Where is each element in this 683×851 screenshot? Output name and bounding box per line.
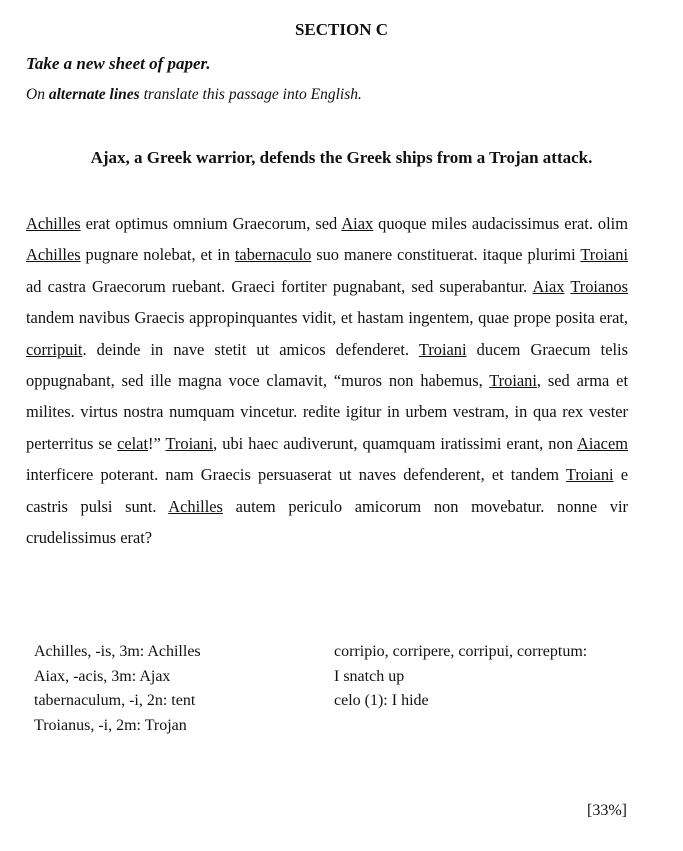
passage-text: erat optimus omnium Graecorum, sed [80,214,342,233]
glossed-word: Troiani [580,245,629,265]
glossed-word: Achilles [168,496,223,516]
glossed-word: Aiax [341,214,374,233]
vocabulary-right-column [334,640,634,714]
instruction-suffix: translate this passage into English. [139,86,362,103]
instruction-translate [26,86,362,104]
passage-text: tandem navibus Graecis appropinquantes vidit, et hastam ingentem, quae prope posita erat, [26,308,628,328]
glossed-word: Aiax [532,276,565,296]
passage-text: , ubi haec audiverunt, quamquam iratissimi erant, non [213,433,578,453]
passage-text: ducem Graecum telis oppugnabant, sed ille magna voce clamavit, “muros non habemus, [26,339,628,391]
passage-text: . deinde in nave stetit ut amicos defenderet. [82,339,419,359]
glossed-word: Troianos [570,276,628,296]
passage-text: autem periculo amicorum non movebatur. nonne vir crudelissimus erat? [26,496,628,548]
vocab-entry: tabernaculum, -i, 2n: tent [34,692,196,709]
glossed-word: Troiani [565,465,614,485]
glossed-word: tabernaculo [234,245,312,265]
marks-weighting: [33%] [587,802,627,819]
vocab-entry: Achilles, -is, 3m: Achilles [34,643,201,660]
passage-text: !” [148,433,166,453]
vocab-entry: Aiax, -acis, 3m: Ajax [34,667,171,685]
passage-text: ad castra Graecorum ruebant. Graeci fortiter pugnabant, sed superabantur. [26,276,533,296]
glossed-word: Aiacem [577,433,628,453]
vocab-entry: I snatch up [334,667,405,685]
vocab-entry: celo (1): I hide [334,692,429,709]
vocabulary-left-column [34,640,314,738]
passage-text: suo manere constituerat. itaque plurimi [311,245,581,265]
passage-text: e castris pulsi sunt. [26,465,629,516]
glossed-word: Achilles [26,214,81,233]
vocab-entry: corripio, corripere, corripui, correptum: [334,643,588,660]
passage-text: , sed arma et milites. virtus nostra numquam vincetur. redite igitur in urbem vestram, in qua rex vester perterritus se [26,371,628,453]
glossed-word: Troiani [165,433,214,453]
glossed-word: Troiani [489,371,537,391]
passage-text: interficere poterant. nam Graecis persuaserat ut naves defenderent, et tandem [26,465,566,485]
instruction-emphasis: alternate lines [48,86,140,103]
glossed-word: Troiani [418,339,467,359]
passage-text: quoque miles audacissimus erat. olim [373,214,628,233]
vocab-entry: Troianus, -i, 2m: Trojan [34,716,187,734]
latin-passage [26,208,628,553]
section-title: SECTION C [294,20,389,39]
passage-text: pugnare nolebat, et in [80,245,235,265]
glossed-word: Achilles [26,245,81,265]
glossed-word: celat [117,433,149,453]
instruction-new-sheet: Take a new sheet of paper. [26,54,211,73]
passage-heading: Ajax, a Greek warrior, defends the Greek ships from a Trojan attack. [90,148,593,167]
glossed-word: corripuit [26,339,83,359]
instruction-prefix: On [26,86,49,103]
